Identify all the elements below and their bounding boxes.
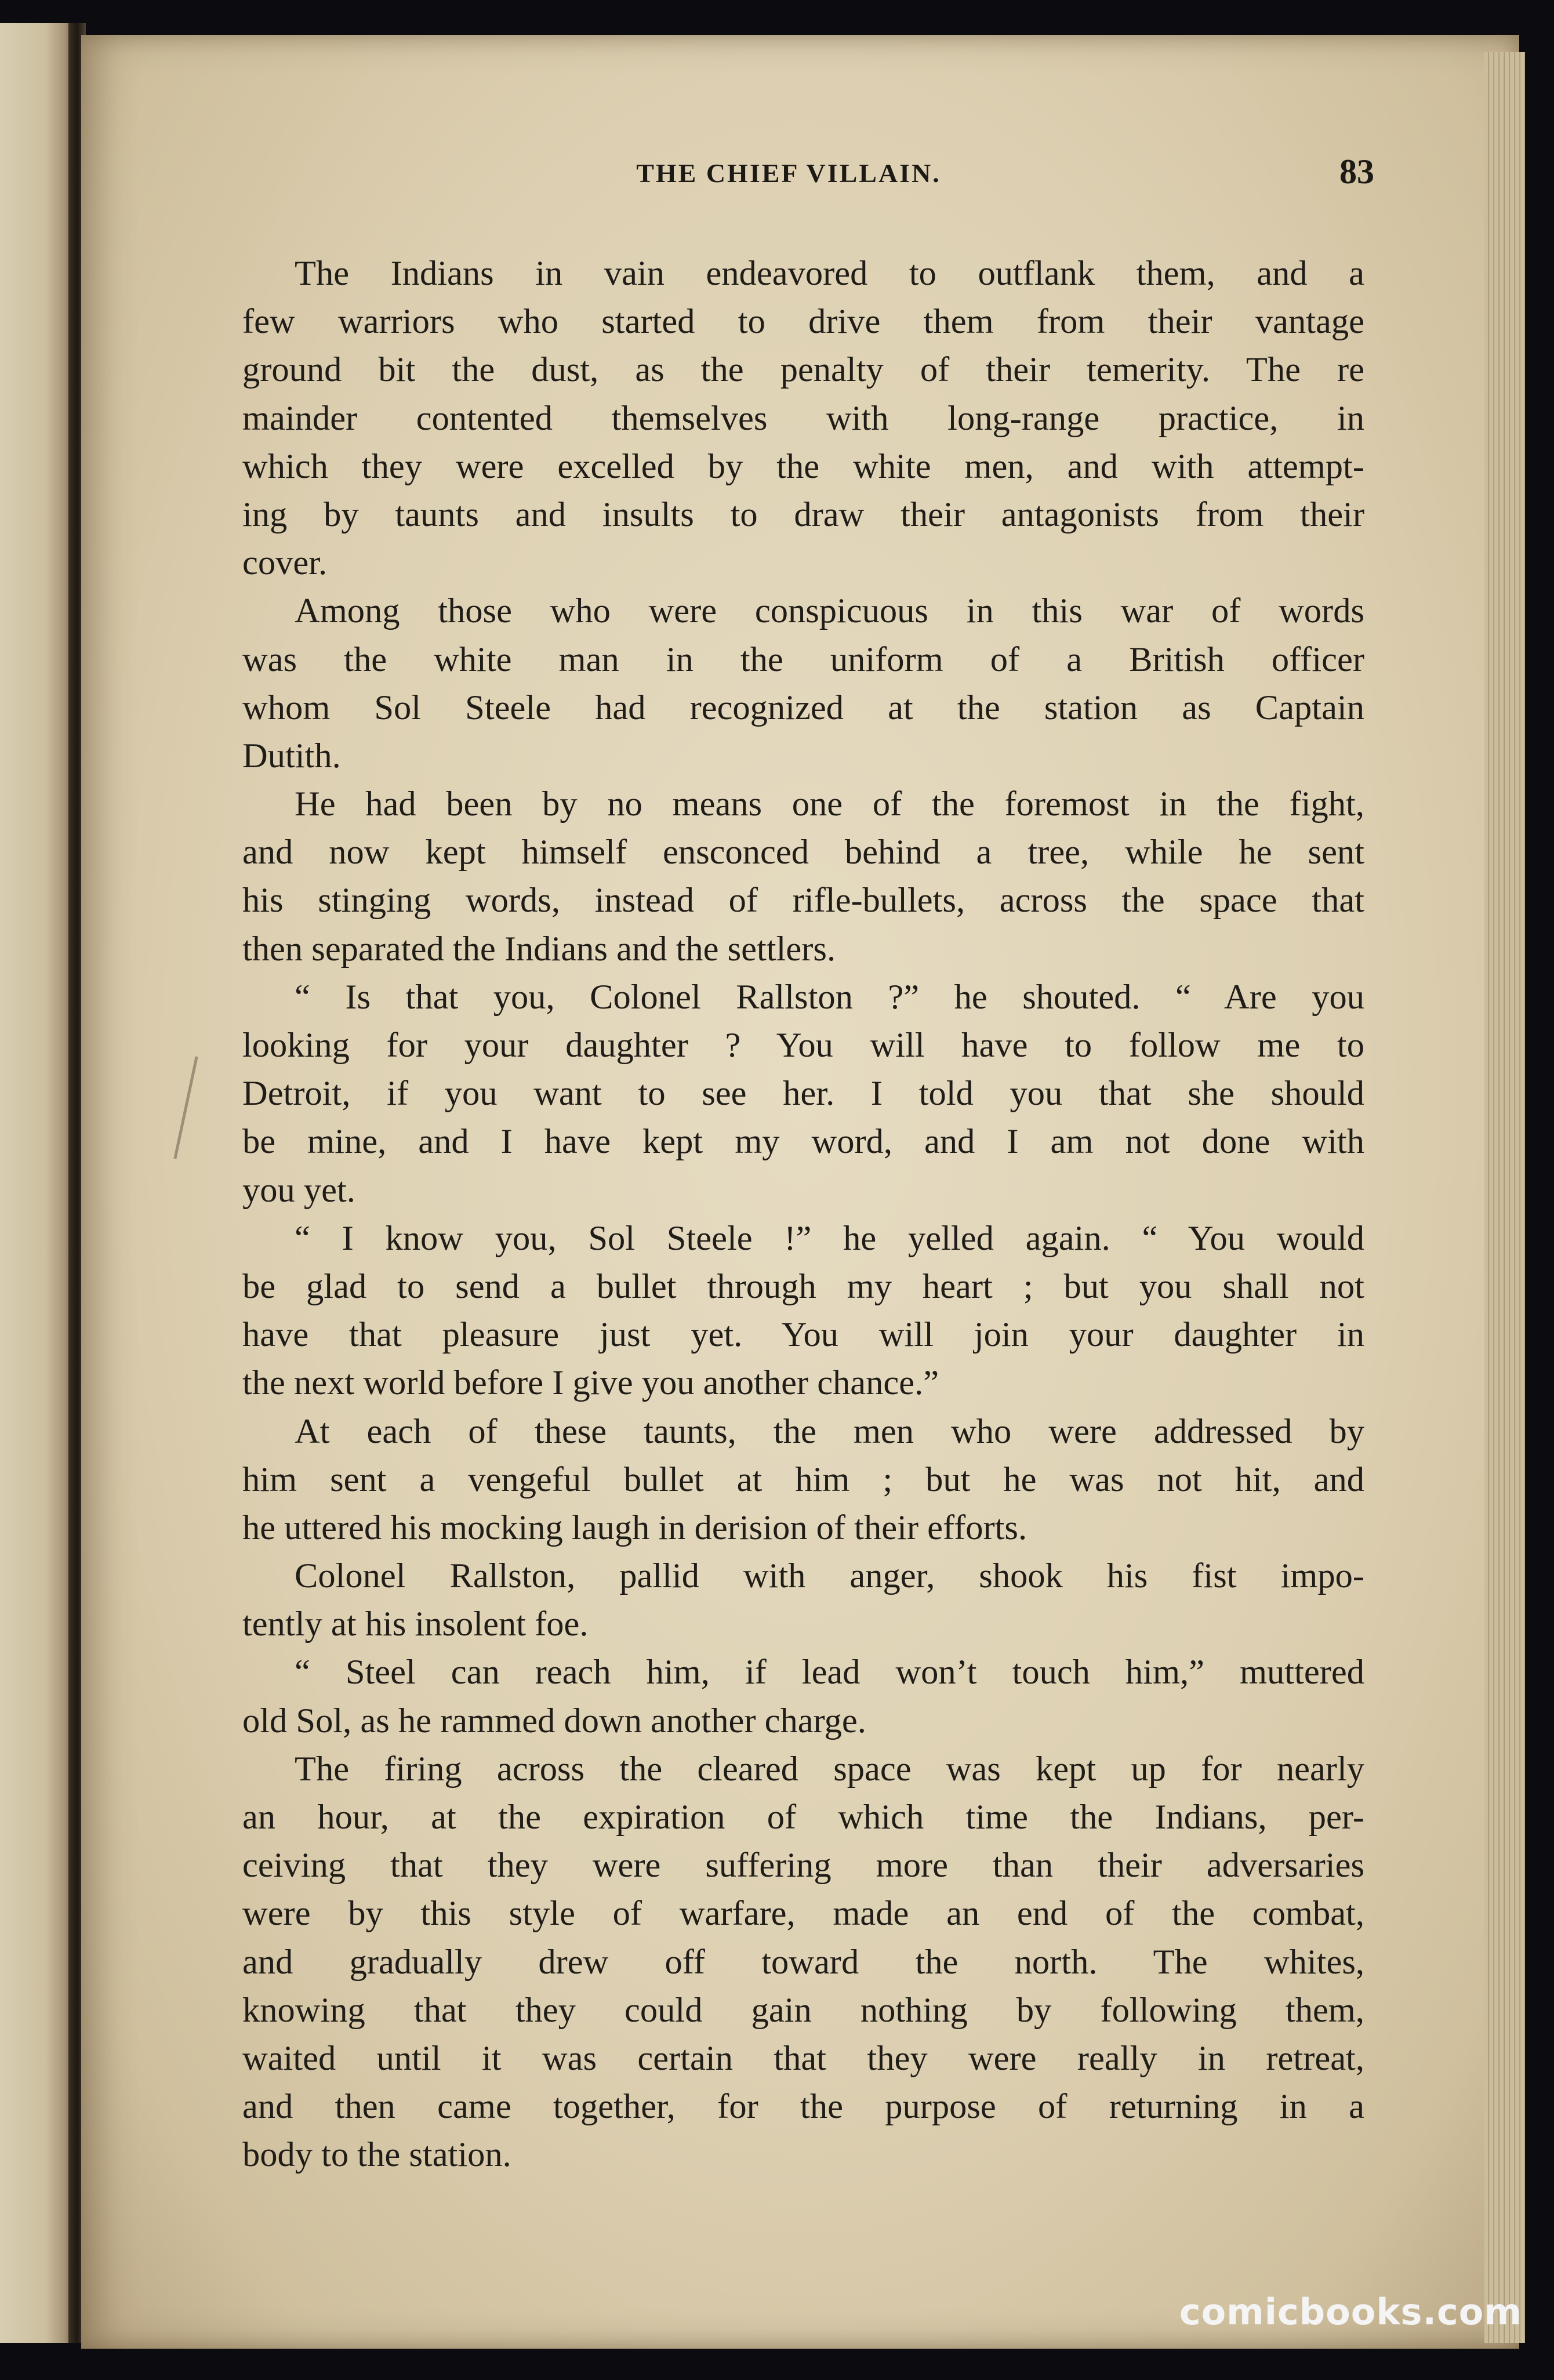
text-line: an hour, at the expiration of which time the Indians, per- xyxy=(242,1798,1364,1837)
text-line: Detroit, if you want to see her. I told you that she should xyxy=(242,1074,1364,1113)
text-line: Dutith. xyxy=(242,736,341,775)
text-line: be mine, and I have kept my word, and I am not done with xyxy=(242,1122,1364,1162)
text-line: “ Steel can reach him, if lead won’t touch him,” muttered xyxy=(295,1653,1364,1692)
text-line: “ Is that you, Colonel Rallston ?” he shouted. “ Are you xyxy=(295,977,1364,1017)
text-line: whom Sol Steele had recognized at the station as Captain xyxy=(242,688,1364,727)
text-line: waited until it was certain that they were really in retreat, xyxy=(242,2038,1364,2078)
chapter-title: THE CHIEF VILLAIN. xyxy=(636,158,941,188)
text-line: and then came together, for the purpose of returning in a xyxy=(242,2087,1364,2127)
text-line: you yet. xyxy=(242,1170,355,1210)
text-line: cover. xyxy=(242,543,328,583)
text-line: and gradually drew off toward the north. The whites, xyxy=(242,1942,1364,1982)
text-line: him sent a vengeful bullet at him ; but he was not hit, and xyxy=(242,1460,1364,1499)
text-line: body to the station. xyxy=(242,2135,511,2175)
running-head xyxy=(249,146,1386,204)
text-line: have that pleasure just yet. You will join your daughter in xyxy=(242,1315,1364,1355)
text-line: the next world before I give you another chance.” xyxy=(242,1363,939,1403)
text-line: ground bit the dust, as the penalty of their temerity. The re xyxy=(242,350,1364,390)
page-number: 83 xyxy=(1339,153,1374,191)
text-line: was the white man in the uniform of a British officer xyxy=(242,640,1364,679)
text-line: and now kept himself ensconced behind a tree, while he sent xyxy=(242,833,1364,872)
text-line: were by this style of warfare, made an end of the combat, xyxy=(242,1894,1364,1933)
text-line: tently at his insolent foe. xyxy=(242,1605,589,1644)
text-line: Among those who were conspicuous in this war of words xyxy=(295,592,1364,631)
text-line: He had been by no means one of the foremost in the fight, xyxy=(295,785,1364,824)
text-line: old Sol, as he rammed down another charge. xyxy=(242,1701,866,1740)
body-text xyxy=(242,249,1364,2179)
page-stack-edge xyxy=(1484,52,1525,2343)
text-line: be glad to send a bullet through my heart ; but you shall not xyxy=(242,1267,1364,1306)
text-line: ceiving that they were suffering more than their adversaries xyxy=(242,1846,1364,1885)
text-line: knowing that they could gain nothing by following them, xyxy=(242,1990,1364,2030)
text-line: looking for your daughter ? You will have to follow me to xyxy=(242,1026,1364,1065)
text-line: he uttered his mocking laugh in derision of their efforts. xyxy=(242,1508,1027,1547)
text-line: few warriors who started to drive them from their vantage xyxy=(242,302,1364,342)
text-line: “ I know you, Sol Steele !” he yelled again. “ You would xyxy=(295,1218,1364,1258)
text-line: Colonel Rallston, pallid with anger, shook his fist impo- xyxy=(295,1557,1364,1596)
text-line: The Indians in vain endeavored to outflank them, and a xyxy=(295,254,1364,293)
text-line: mainder contented themselves with long-range practice, in xyxy=(242,398,1364,438)
text-line: At each of these taunts, the men who were addressed by xyxy=(295,1412,1364,1451)
watermark-logo: comicbooks.com xyxy=(1179,2291,1522,2333)
text-line: which they were excelled by the white men, and with attempt- xyxy=(242,447,1364,486)
facing-page-edge xyxy=(0,23,75,2343)
text-line: The firing across the cleared space was kept up for nearly xyxy=(295,1749,1364,1788)
text-line: ing by taunts and insults to draw their antagonists from their xyxy=(242,495,1364,534)
text-line: then separated the Indians and the settlers. xyxy=(242,929,836,968)
text-line: his stinging words, instead of rifle-bullets, across the space that xyxy=(242,881,1364,920)
